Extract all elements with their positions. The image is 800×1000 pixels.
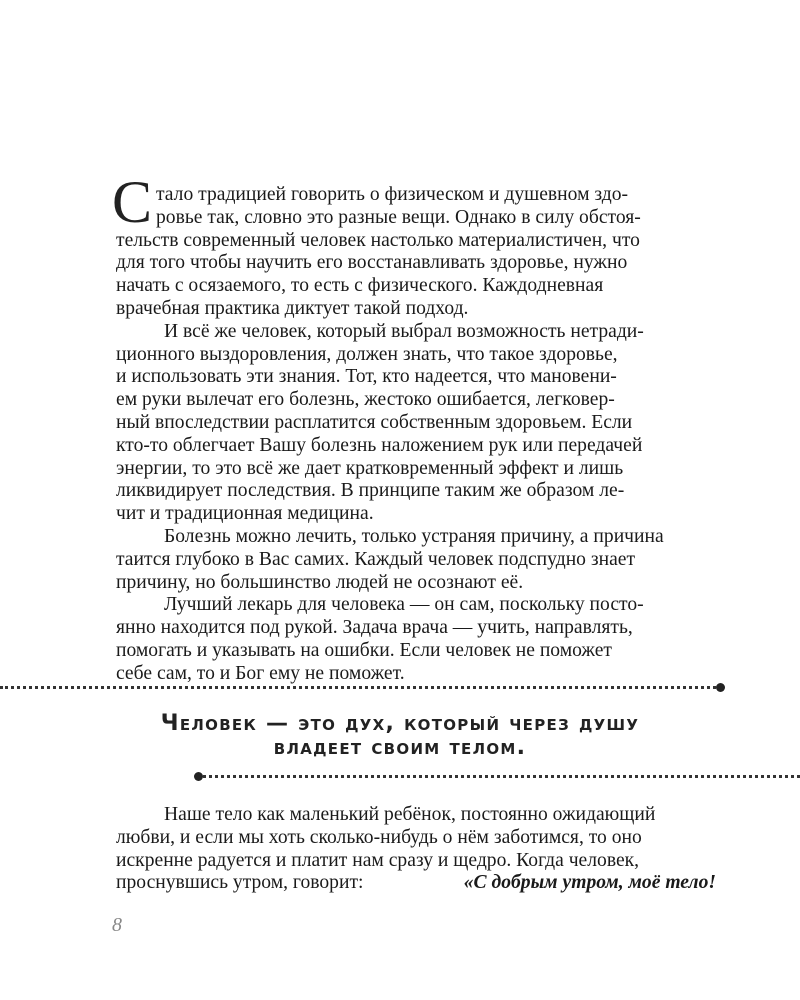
paragraph-4 xyxy=(116,594,716,685)
text-line: для того чтобы научить его восстанавливать здоровье, нужно xyxy=(116,252,628,274)
text-line: ный впоследствии расплатится собственным здоровьем. Если xyxy=(116,411,633,433)
divider-dot-icon xyxy=(194,772,203,781)
text-line: ликвидирует последствия. В принципе таким же образом ле- xyxy=(116,480,625,502)
paragraph-5 xyxy=(116,804,716,895)
text-line: ем руки вылечат его болезнь, жестоко ошибается, легковер- xyxy=(116,389,615,411)
text-line: причину, но большинство людей не осознают её. xyxy=(116,571,524,593)
paragraph-1-opening xyxy=(116,184,716,230)
pull-quote-line-2: владеет своим телом. xyxy=(273,735,527,760)
dotted-divider-top xyxy=(0,686,716,689)
text-line: начать с осязаемого, то есть с физического. Каждодневная xyxy=(116,275,604,297)
text-line: тало традицией говорить о физическом и душевном здо- xyxy=(156,184,629,205)
paragraph-1 xyxy=(116,230,716,321)
text-line: ционного выздоровления, должен знать, что такое здоровье, xyxy=(116,343,618,365)
page-number: 8 xyxy=(112,914,122,936)
text-line: тельств современный человек настолько материалистичен, что xyxy=(116,229,640,251)
text-line: Лучший лекарь для человека — он сам, поскольку посто- xyxy=(164,594,644,616)
text-line: и использовать эти знания. Тот, кто надеется, что мановени- xyxy=(116,366,617,388)
text-line: врачебная практика диктует такой подход. xyxy=(116,297,469,319)
text-line: И всё же человек, который выбрал возможность нетради- xyxy=(164,320,644,342)
text-line: помогать и указывать на ошибки. Если человек не поможет xyxy=(116,639,612,661)
drop-cap: С xyxy=(112,169,153,235)
text-line: Наше тело как маленький ребёнок, постоянно ожидающий xyxy=(164,804,656,825)
text-line: ровье так, словно это разные вещи. Однако в силу обстоя- xyxy=(156,206,641,228)
dotted-divider-bottom xyxy=(203,775,800,778)
text-line: янно находится под рукой. Задача врача — учить, направлять, xyxy=(116,617,633,639)
text-line: чит и традиционная медицина. xyxy=(116,503,374,525)
text-line: таится глубоко в Вас самих. Каждый человек подспудно знает xyxy=(116,548,636,570)
text-line: любви, и если мы хоть сколько-нибудь о нём заботимся, то оно xyxy=(116,826,642,848)
text-line: энергии, то это всё же дает кратковременный эффект и лишь xyxy=(116,457,624,479)
text-line: кто-то облегчает Вашу болезнь наложением рук или передачей xyxy=(116,434,643,456)
paragraph-2 xyxy=(116,321,716,526)
text-line: Болезнь можно лечить, только устраняя причину, а причина xyxy=(164,526,664,547)
text-line: искренне радуется и платит нам сразу и щедро. Когда человек, xyxy=(116,849,640,871)
emphasized-greeting: «С добрым утром, моё тело! xyxy=(463,872,716,894)
text-line: себе сам, то и Бог ему не поможет. xyxy=(116,662,405,684)
text-line: проснувшись утром, говорит: «С добрым утром, моё тело! xyxy=(116,872,716,894)
divider-dot-icon xyxy=(716,683,725,692)
paragraph-3 xyxy=(116,526,716,594)
pull-quote-line-1: Человек — это дух, который через душу xyxy=(160,711,640,736)
